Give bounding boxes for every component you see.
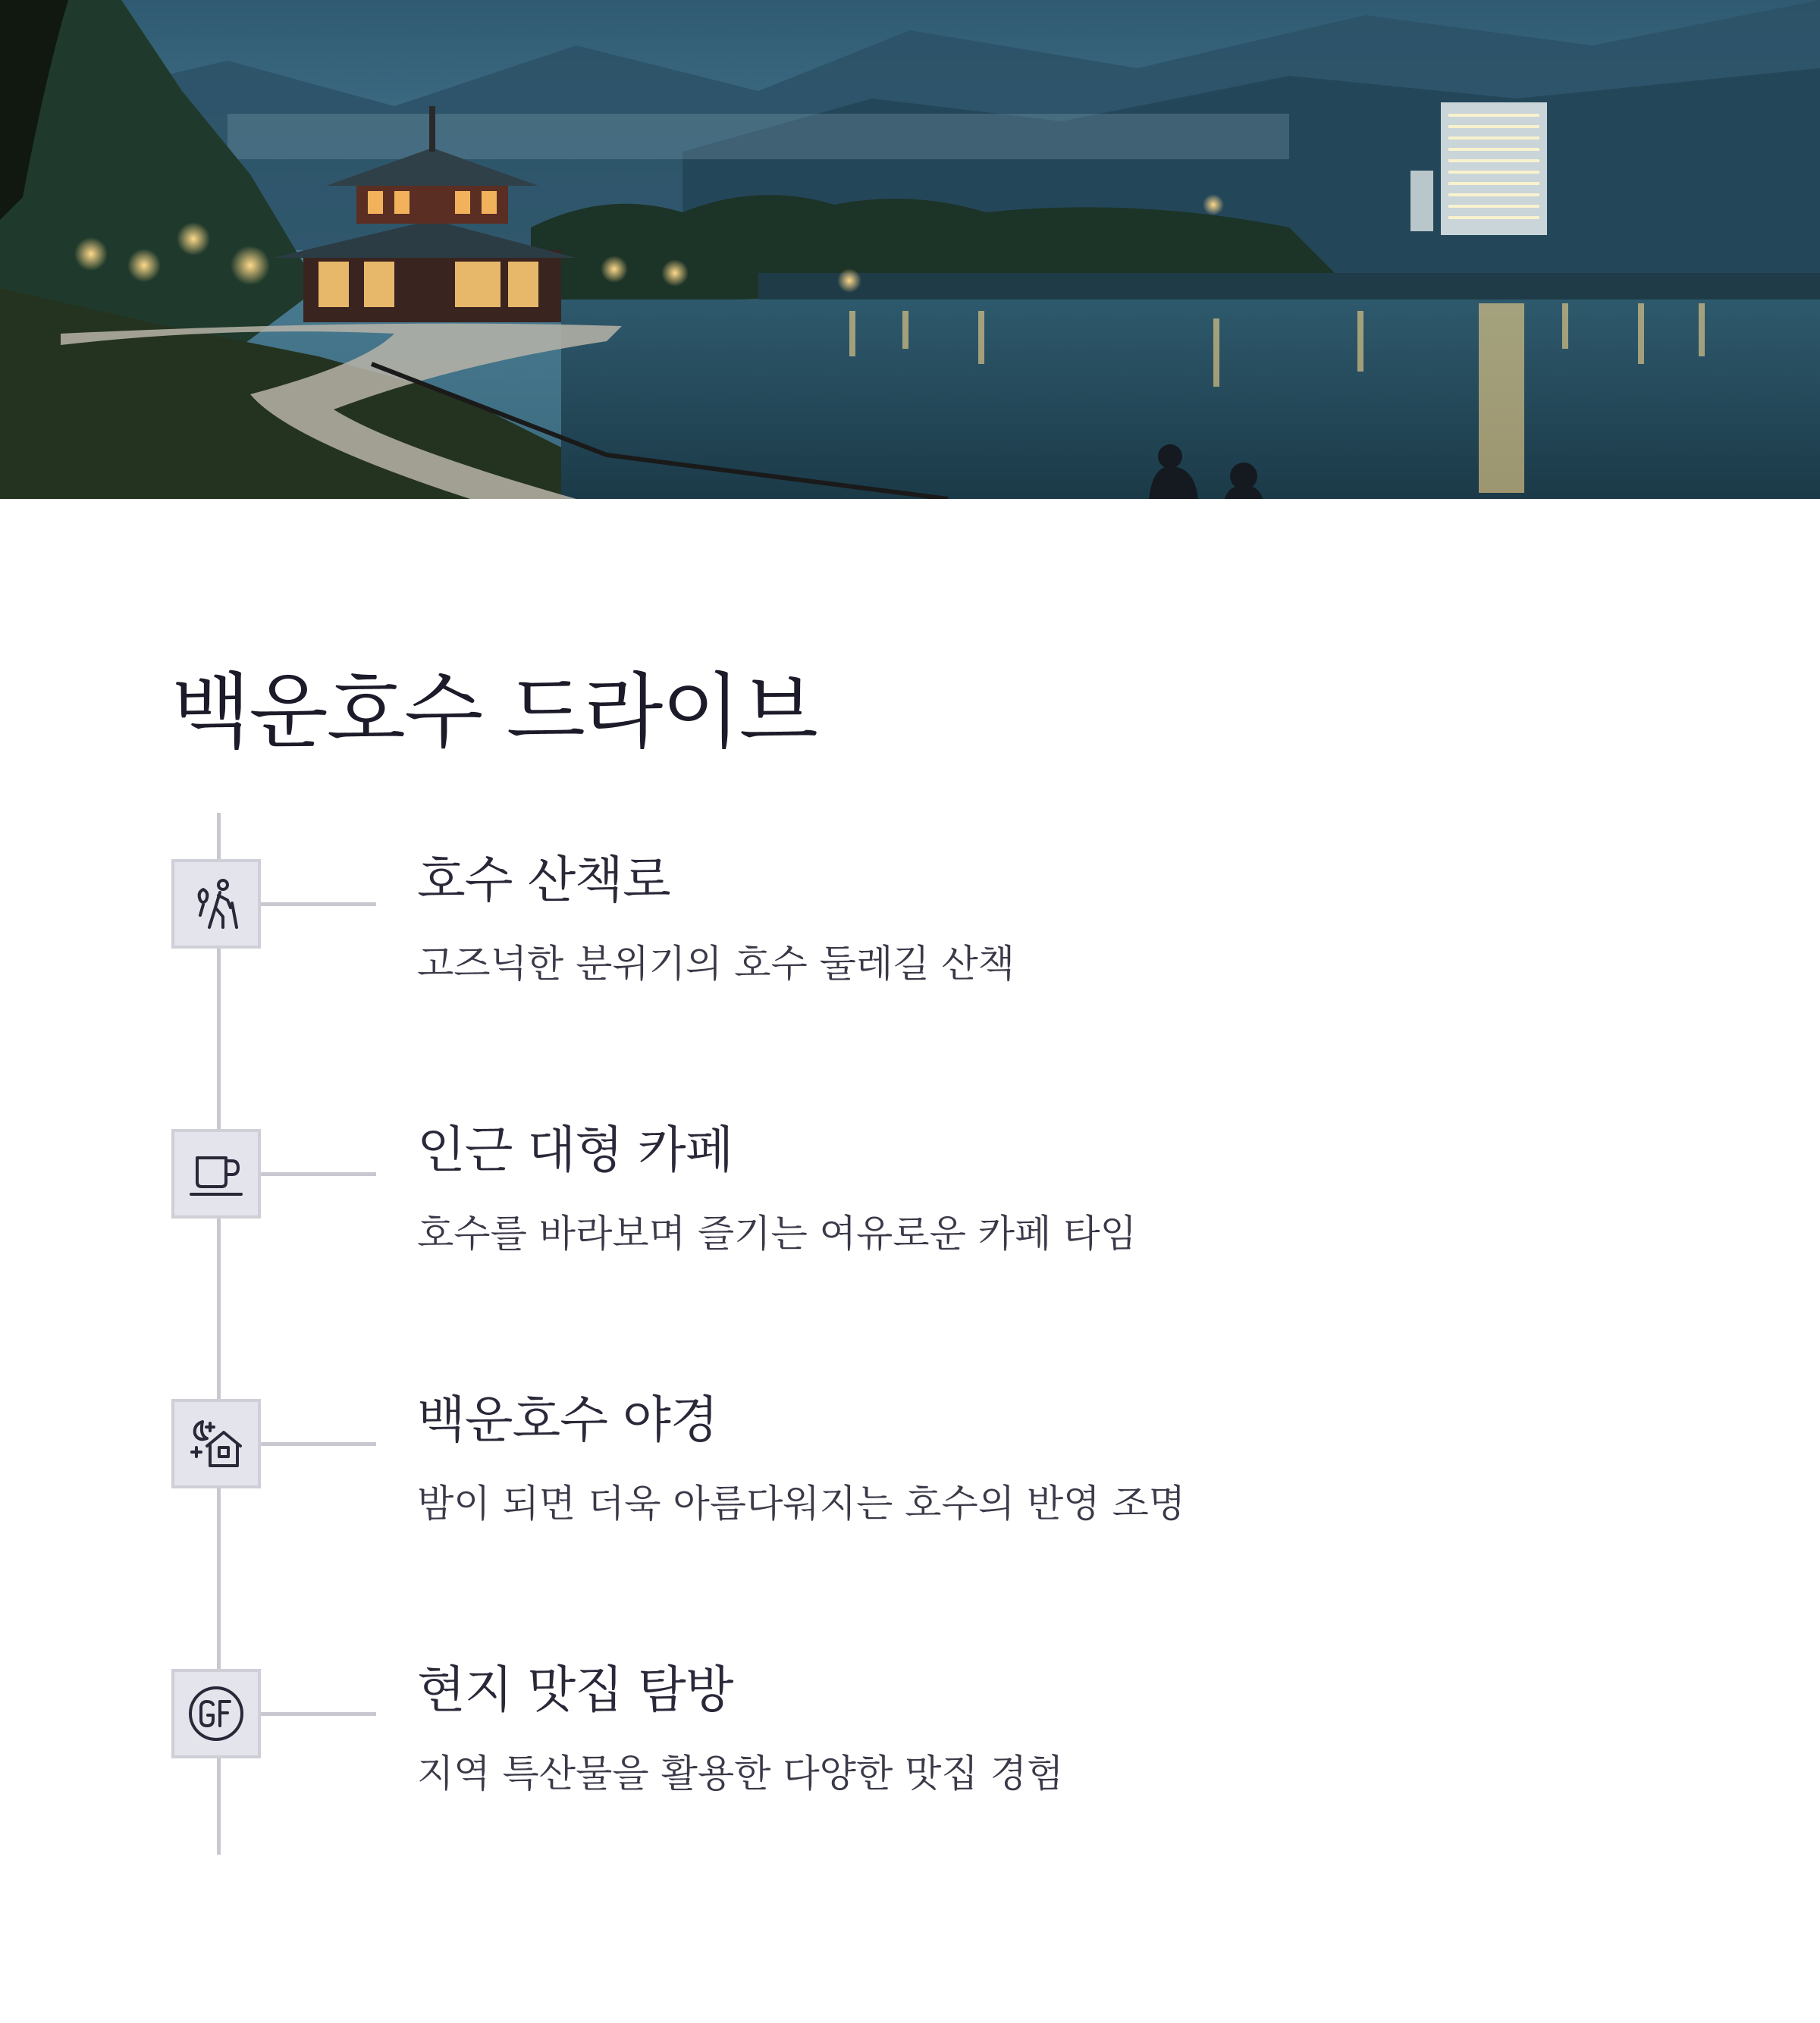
timeline-connector [261,1172,376,1176]
gf-badge-icon [171,1669,261,1758]
item-description: 밤이 되면 더욱 아름다워지는 호수의 반영 조명 [417,1482,1186,1526]
item-description: 지역 특산물을 활용한 다양한 맛집 경험 [417,1752,1064,1796]
timeline-connector [261,1442,376,1446]
hiking-icon [171,859,261,949]
timeline-connector [261,902,376,906]
timeline-connector [261,1712,376,1716]
item-title: 호수 산책로 [417,851,670,909]
item-title: 현지 맛집 탐방 [417,1661,733,1719]
hero-image [0,0,1820,499]
item-title: 백운호수 야경 [417,1391,718,1449]
page-title: 백운호수 드라이브 [171,665,817,760]
item-description: 고즈넉한 분위기의 호수 둘레길 산책 [417,942,1015,986]
night-house-icon [171,1399,261,1488]
timeline-item-cafe [0,1121,1820,1326]
item-description: 호수를 바라보며 즐기는 여유로운 카페 타임 [417,1212,1137,1256]
coffee-cup-icon [171,1129,261,1219]
item-title: 인근 대형 카페 [417,1121,733,1179]
timeline-item-walk [0,851,1820,1056]
timeline-item-food [0,1661,1820,1866]
timeline-item-nightview [0,1391,1820,1596]
